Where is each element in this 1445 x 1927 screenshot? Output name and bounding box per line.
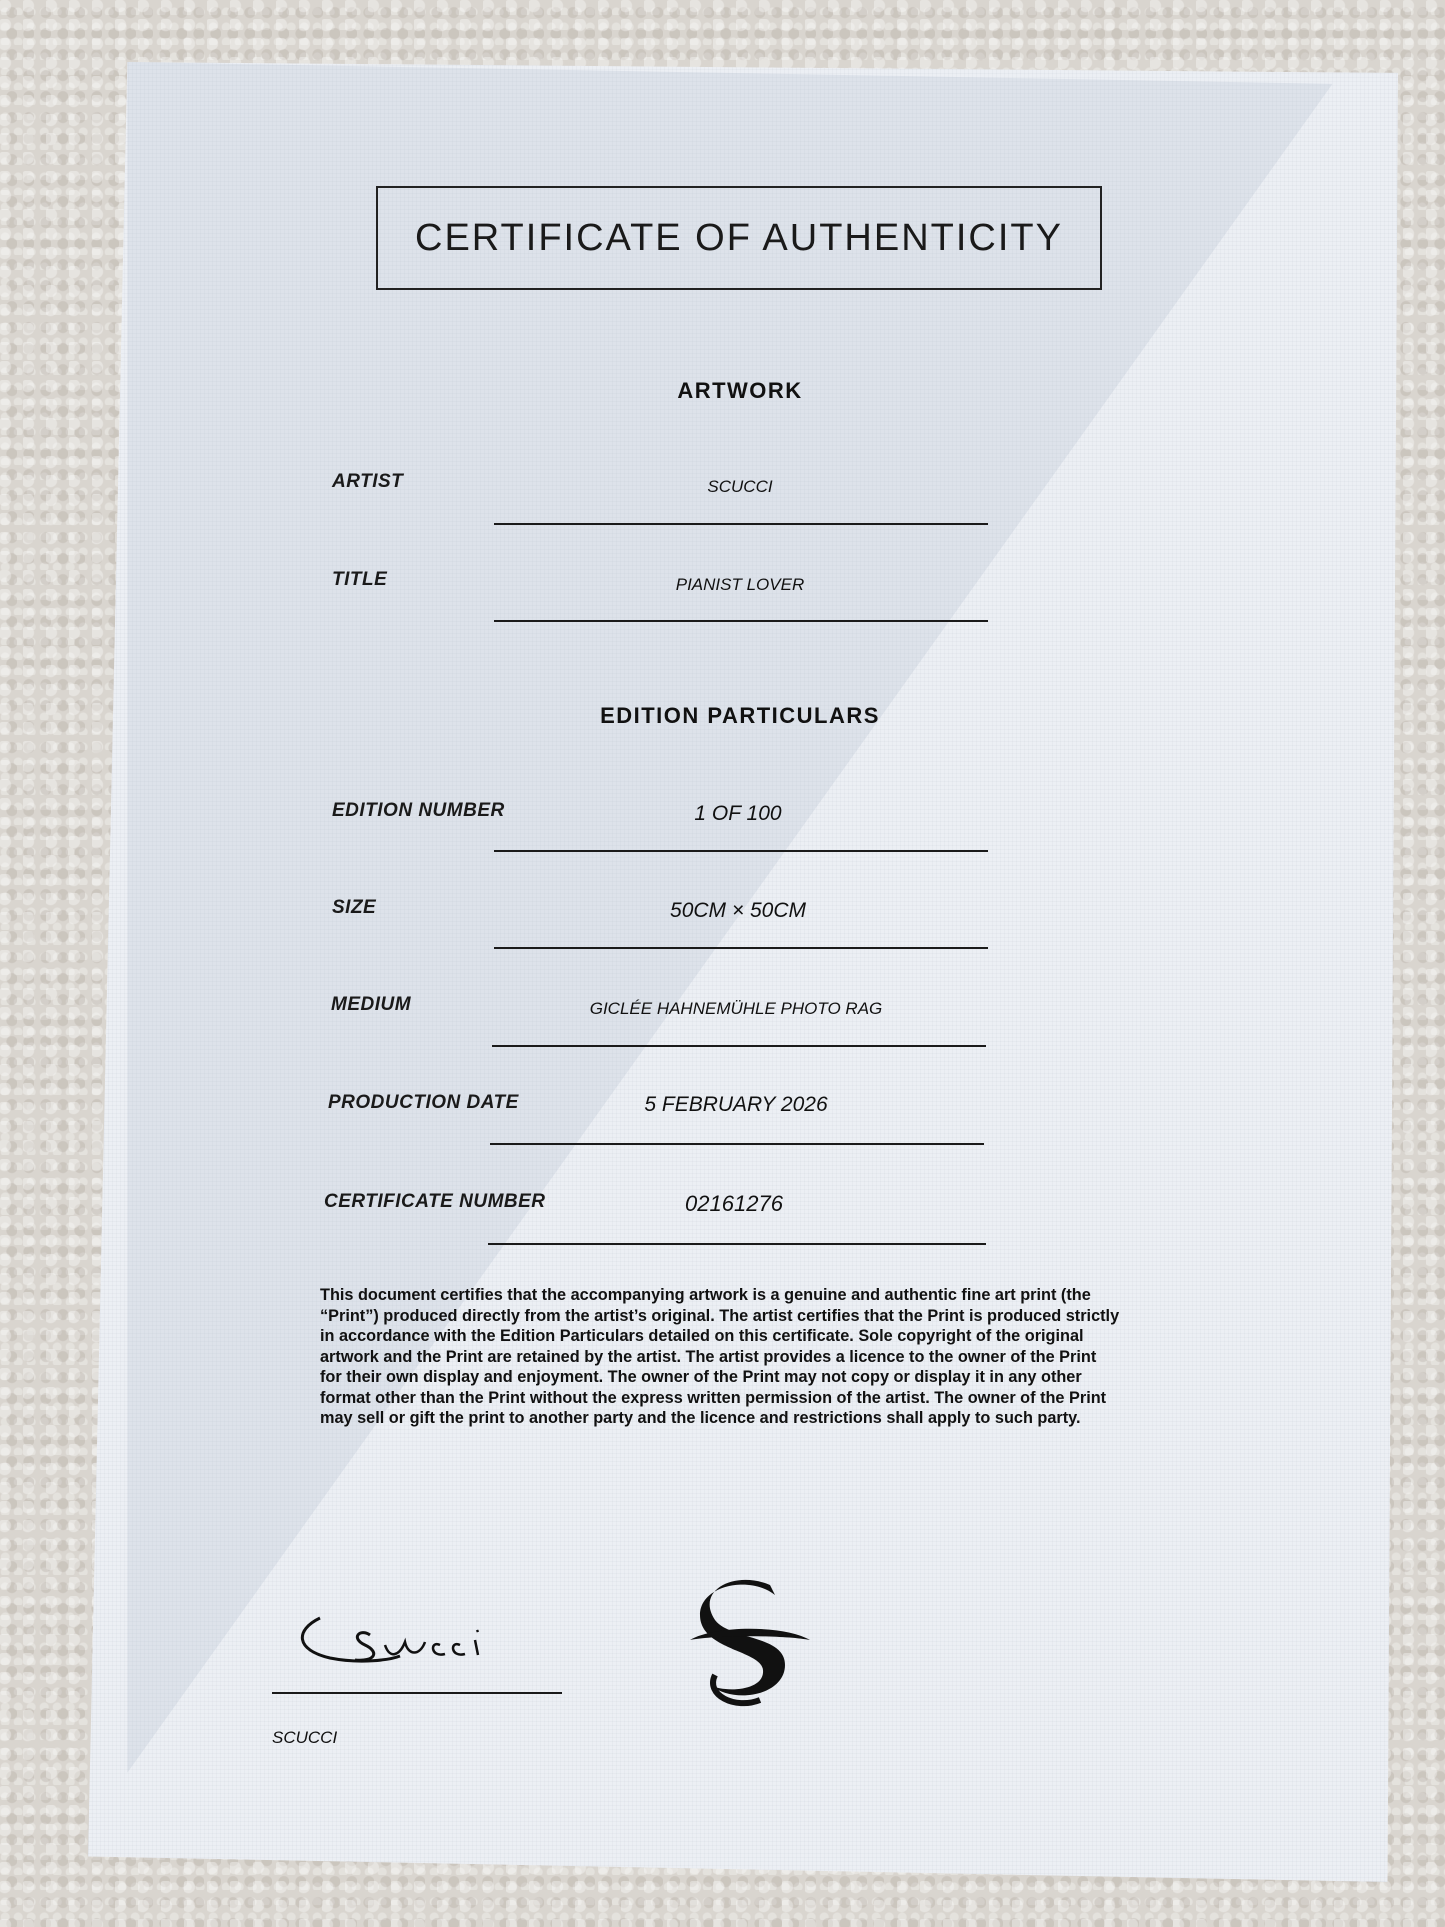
size-line (494, 947, 988, 949)
artist-value: SCUCCI (707, 477, 773, 496)
title-line (494, 620, 988, 622)
certificate-number-label: CERTIFICATE NUMBER (324, 1191, 546, 1212)
size-label: SIZE (332, 897, 377, 918)
certificate-number-line (488, 1243, 986, 1245)
certificate-title: CERTIFICATE OF AUTHENTICITY (376, 186, 1102, 290)
production-date-value: 5 FEBRUARY 2026 (644, 1093, 828, 1116)
scucci-monogram-logo (675, 1565, 825, 1715)
edition-number-label: EDITION NUMBER (332, 800, 505, 821)
certificate-number-value: 02161276 (685, 1191, 783, 1216)
edition-number-line (494, 850, 988, 852)
medium-line (492, 1045, 986, 1047)
signatory-name: SCUCCI (272, 1728, 338, 1747)
production-date-label: PRODUCTION DATE (328, 1092, 519, 1113)
medium-label: MEDIUM (331, 994, 412, 1015)
artist-label: ARTIST (332, 471, 404, 492)
artist-line (494, 523, 988, 525)
title-value: PIANIST LOVER (675, 575, 805, 594)
size-value: 50CM × 50CM (670, 899, 806, 922)
production-date-line (490, 1143, 984, 1145)
edition-particulars-heading: EDITION PARTICULARS (600, 703, 880, 728)
artist-signature (290, 1590, 550, 1680)
title-label: TITLE (332, 569, 388, 590)
medium-value: GICLÉE HAHNEMÜHLE PHOTO RAG (589, 999, 883, 1018)
signature-line (272, 1692, 562, 1694)
legal-statement: This document certifies that the accompanying artwork is a genuine and authentic fine art print (the “Print”) produced directly from the artist’s original. The artist certifies that the Print is produced strictly in accordance with the Edition Particulars detailed on this certificate. Sole copyright of the original artwork and the Print are retained by the artist. The artist provides a licence to the owner of the Print for their own display and enjoyment. The owner of the Print may not copy or display it in any other format other than the Print without the express written permission of the artist. The owner of the Print may sell or gift the print to another party and the licence and restrictions shall apply to such party. (320, 1286, 1120, 1427)
edition-number-value: 1 OF 100 (694, 802, 782, 825)
artwork-heading: ARTWORK (677, 378, 803, 403)
